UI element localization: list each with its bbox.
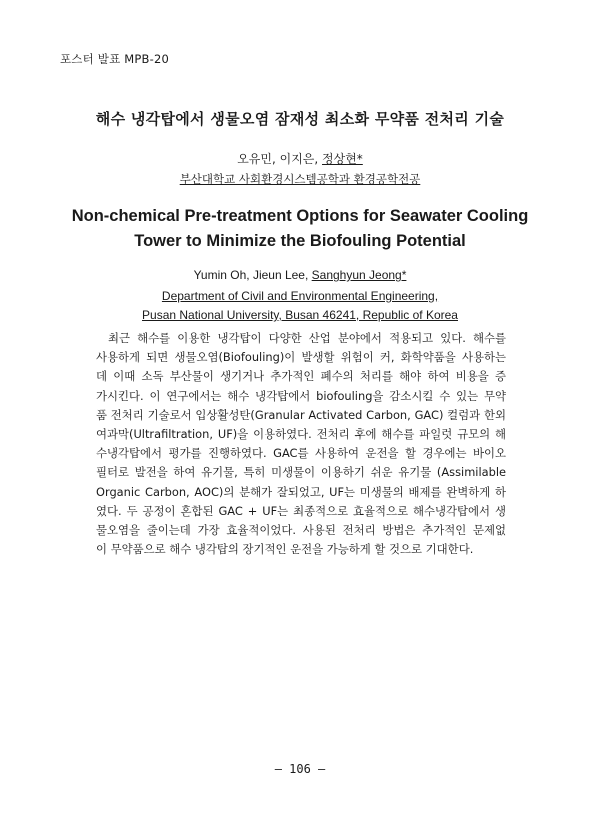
korean-corresponding-author: 정상현* — [322, 152, 363, 166]
abstract-line: 여과막(Ultrafiltration, UF)을 이용하였다. 전처리 후에 해수를 파일럿 규모의 해 — [96, 427, 506, 442]
abstract-line: 수냉각탑에서 평가를 진행하였다. GAC를 사용하여 운전을 할 경우에는 바이오 — [96, 446, 506, 461]
abstract-body — [96, 329, 506, 559]
english-title-line-1: Non-chemical Pre-treatment Options for Seawater Cooling — [71, 207, 529, 225]
korean-authors-list: 오유민, 이지은, — [237, 152, 323, 166]
korean-title: 해수 냉각탑에서 생물오염 잠재성 최소화 무약품 전처리 기술 — [95, 110, 505, 128]
session-tag: 포스터 발표 MPB-20 — [60, 52, 169, 66]
english-affiliation-line-1: Department of Civil and Environmental Engineering, — [161, 289, 439, 303]
abstract-line: Organic Carbon, AOC)의 분해가 잘되었고, UF는 미생물의 배제를 완벽하게 하 — [96, 484, 506, 499]
english-title — [40, 204, 560, 254]
english-title-line-2: Tower to Minimize the Biofouling Potential — [134, 232, 466, 250]
abstract-line: 이 무약품으로 해수 냉각탑의 장기적인 운전을 가능하게 할 것으로 기대한다. — [96, 542, 474, 557]
english-affiliation-line-2: Pusan National University, Busan 46241, Republic of Korea — [142, 308, 458, 322]
abstract-line: 필터로 발전을 하여 유기물, 특히 미생물이 이용하기 쉬운 유기물 (Assimilable — [96, 465, 506, 480]
korean-affiliation-text: 부산대학교 사회환경시스템공학과 환경공학전공 — [179, 172, 421, 186]
abstract-line: 가시킨다. 이 연구에서는 해수 냉각탑에서 biofouling을 감소시킬 수 있는 무약 — [96, 388, 506, 403]
english-corresponding-author: Sanghyun Jeong* — [311, 268, 407, 282]
abstract-line: 품 전처리 기술로서 입상활성탄(Granular Activated Carbon, GAC) 컬럼과 한외 — [96, 407, 506, 422]
english-affiliation — [0, 287, 600, 325]
abstract-line: 였다. 두 공정이 혼합된 GAC + UF는 최종적으로 효율적으로 해수냉각탑에서 생 — [96, 503, 506, 518]
abstract-line: 물오염을 줄이는데 가장 효율적이었다. 사용된 전처리 방법은 추가적인 문제없 — [96, 523, 506, 538]
english-authors-list: Yumin Oh, Jieun Lee, — [193, 268, 312, 282]
korean-authors — [0, 150, 600, 167]
page-number: – 106 – — [274, 762, 326, 776]
english-authors — [0, 268, 600, 282]
abstract-line: 사용하게 되면 생물오염(Biofouling)이 발생할 위험이 커, 화학약품을 사용하는 — [96, 350, 506, 365]
abstract-line: 최근 해수를 이용한 냉각탑이 다양한 산업 분야에서 적용되고 있다. 해수를 — [108, 331, 506, 345]
abstract-line: 데 이때 소독 부산물이 생기거나 추가적인 폐수의 처리를 해야 하여 비용을 증 — [96, 369, 506, 384]
korean-affiliation — [0, 171, 600, 187]
